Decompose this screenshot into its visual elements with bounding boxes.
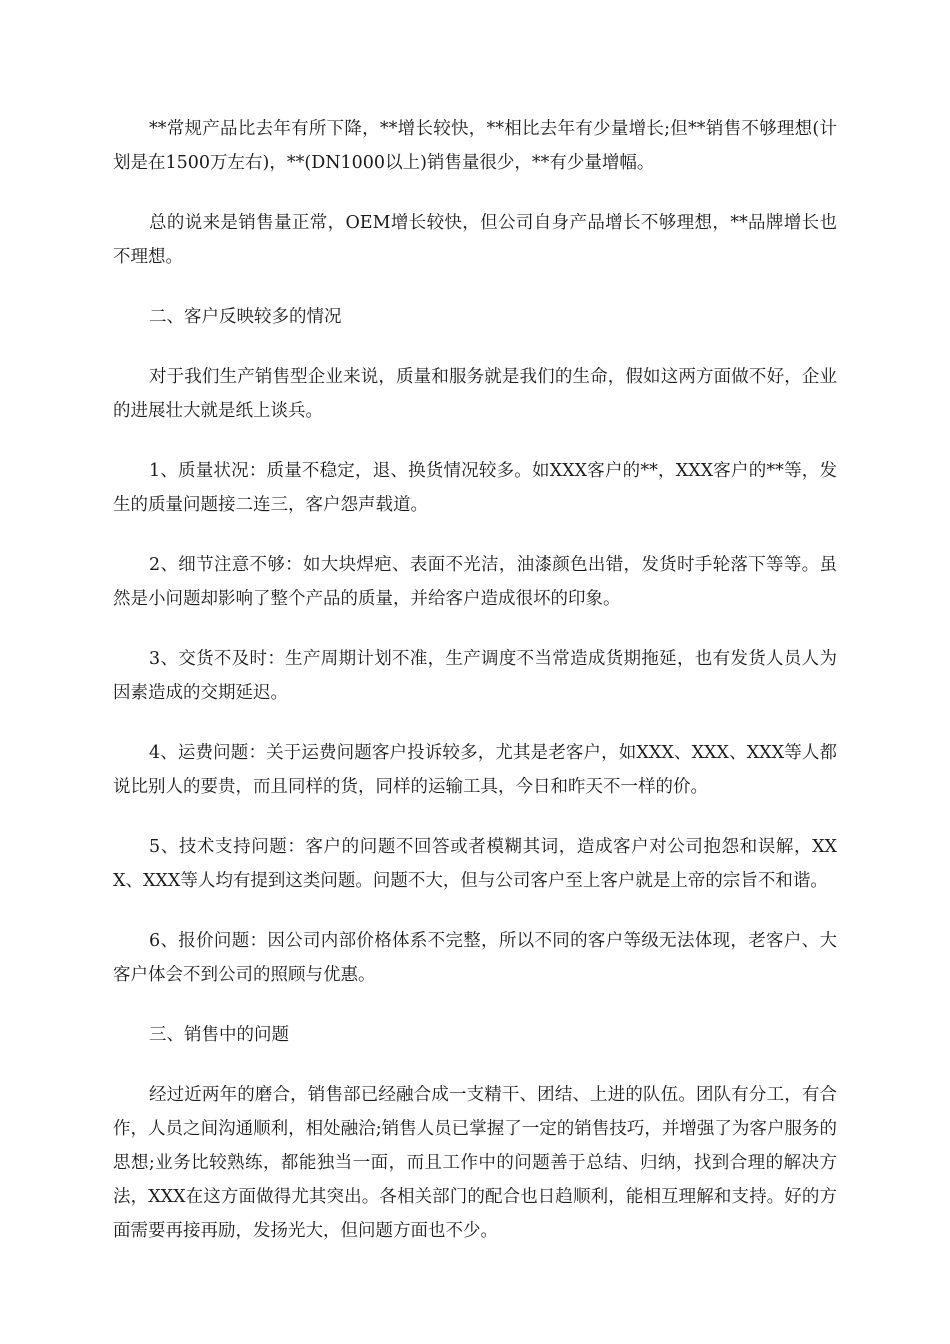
paragraph-team-review: 经过近两年的磨合，销售部已经融合成一支精干、团结、上进的队伍。团队有分工，有合作，人员之间沟通顺利，相处融洽;销售人员已掌握了一定的销售技巧，并增强了为客户服务的思想;业务比较熟练，都能独当一面，而且工作中的问题善于总结、归纳，找到合理的解决方法，XXX在这方面做得尤其突出。各相关部门的配合也日趋顺利，能相互理解和支持。好的方面需要再接再励，发扬光大，但问题方面也不少。: [113, 1085, 837, 1241]
paragraph-quality-and-service: 对于我们生产销售型企业来说，质量和服务就是我们的生命，假如这两方面做不好，企业的进展壮大就是纸上谈兵。: [113, 367, 837, 421]
document-body: [113, 112, 837, 1274]
paragraph-sales-summary: 总的说来是销售量正常，OEM增长较快，但公司自身产品增长不够理想，**品牌增长也不理想。: [113, 213, 837, 267]
paragraph-item-details: 2、细节注意不够：如大块焊疤、表面不光洁，油漆颜色出错，发货时手轮落下等等。虽然是小问题却影响了整个产品的质量，并给客户造成很坏的印象。: [113, 555, 837, 609]
section-heading-customer-feedback: 二、客户反映较多的情况: [149, 307, 342, 327]
paragraph-item-freight: 4、运费问题：关于运费问题客户投诉较多，尤其是老客户，如XXX、XXX、XXX等人都说比别人的要贵，而且同样的货，同样的运输工具，今日和昨天不一样的价。: [113, 743, 837, 797]
paragraph-item-delivery: 3、交货不及时：生产周期计划不准，生产调度不当常造成货期拖延，也有发货人员人为因素造成的交期延迟。: [113, 649, 837, 703]
paragraph-product-sales: **常规产品比去年有所下降，**增长较快，**相比去年有少量增长;但**销售不够理想(计划是在1500万左右)，**(DN1000以上)销售量很少，**有少量增幅。: [113, 119, 837, 173]
paragraph-item-tech-support: 5、技术支持问题：客户的问题不回答或者模糊其词，造成客户对公司抱怨和误解，XXX、XXX等人均有提到这类问题。问题不大，但与公司客户至上客户就是上帝的宗旨不和谐。: [113, 837, 837, 891]
paragraph-item-quotation: 6、报价问题：因公司内部价格体系不完整，所以不同的客户等级无法体现，老客户、大客户体会不到公司的照顾与优惠。: [113, 931, 837, 985]
paragraph-item-quality: 1、质量状况：质量不稳定，退、换货情况较多。如XXX客户的**，XXX客户的**等，发生的质量问题接二连三，客户怨声载道。: [113, 461, 837, 515]
section-heading-sales-problems: 三、销售中的问题: [149, 1025, 289, 1045]
